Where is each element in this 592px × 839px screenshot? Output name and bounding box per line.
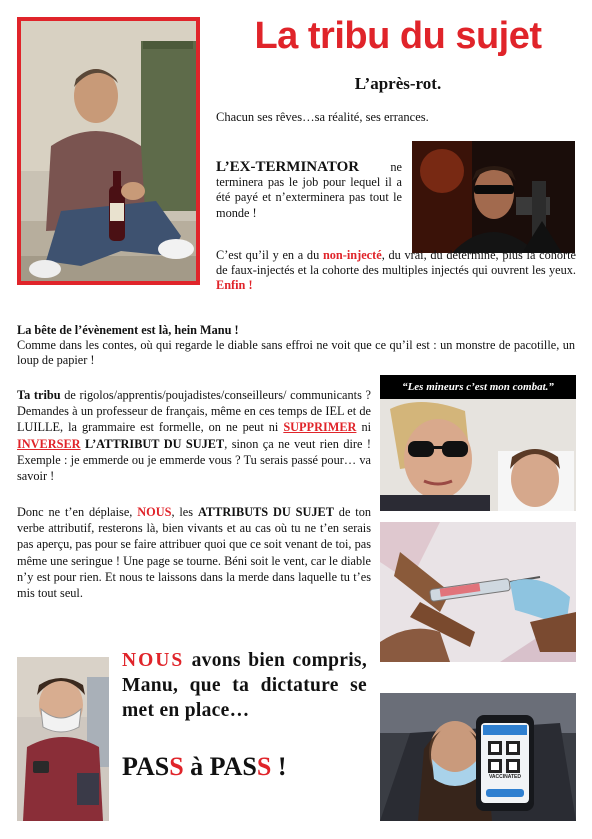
inverser-word: INVERSER	[17, 436, 81, 451]
attribut-du-sujet: L’ATTRIBUT DU SUJET	[80, 436, 225, 451]
drunk-man-photo	[17, 17, 200, 285]
page-title: La tribu du sujet	[254, 15, 542, 57]
donc-text-2: , les	[171, 505, 198, 519]
terminator-paragraph	[216, 160, 402, 221]
quote-banner: “Les mineurs c’est mon combat.”	[402, 381, 554, 393]
page-subtitle: L’après-rot.	[354, 74, 442, 93]
final-slogan	[122, 648, 367, 723]
enfin-text: Enfin !	[216, 278, 253, 293]
noninjected-text-1: C’est qu’il y en a du	[216, 248, 323, 262]
tribu-text-3: , sinon ça ne veut rien dire ! Exemple : je emmerde ou je emmerde vous ? Tu serais passé pour… va savoir !	[17, 436, 372, 484]
tribu-lead: Ta tribu	[17, 388, 61, 402]
masked-child-photo	[17, 657, 109, 821]
terminator-image	[412, 141, 575, 253]
terminator-name: L’EX-TERMINATOR	[216, 159, 360, 175]
masked-woman-phone-photo	[380, 693, 576, 821]
intro-text: Chacun ses rêves…sa réalité, ses errances.	[216, 110, 429, 124]
pass1-a: PAS	[122, 752, 170, 781]
quote-image	[380, 399, 576, 511]
noninjected-highlight: non-injecté	[322, 248, 382, 262]
supprimer-word: SUPPRIMER	[283, 420, 357, 435]
pass-slogan	[122, 752, 367, 782]
slingshot-syringe-image	[380, 522, 576, 662]
donc-text-3: de ton verbe attributif, resterons là, bien vivants et au cas où tu ne t’en serais pas aperçu, pas pour se faire attribuer quoi que ce soit venant de toi, pas même une seringue ! Une page se tourne. Béni soit le vent, car le diable n’y est pour rien. Et nous te laissons dans la merde dans laquelle tu t’es mis tout seul.	[17, 505, 372, 601]
terminator-photo	[412, 141, 575, 253]
beast-paragraph	[17, 323, 575, 369]
donc-attributs: ATTRIBUTS DU SUJET	[197, 505, 334, 519]
donc-nous: NOUS	[137, 505, 172, 519]
pass-mid: à	[183, 752, 210, 781]
tribu-text-2: ni	[356, 420, 372, 435]
pass-end: !	[271, 752, 287, 781]
donc-text-1: Donc ne t’en déplaise,	[17, 505, 138, 519]
beast-heading: La bête de l’évènement est là, hein Manu !	[17, 323, 239, 337]
noninjected-paragraph	[216, 248, 576, 294]
quote-photo	[380, 375, 576, 511]
masked-woman-image	[380, 693, 576, 821]
pass2-a: PAS	[209, 752, 257, 781]
donc-paragraph	[17, 504, 371, 601]
masked-child-image	[17, 657, 109, 821]
pass2-b: S	[256, 752, 272, 781]
slingshot-syringe-photo	[380, 522, 576, 662]
phone-screen-label: VACCINATED	[488, 774, 522, 780]
tribu-paragraph	[17, 387, 371, 484]
terminator-text: ne terminera pas le job pour lequel il a été payé et n’exterminera pas tout le monde !	[216, 160, 402, 220]
final-nous: NOUS	[122, 650, 185, 671]
tribu-text-1: de rigolos/apprentis/poujadistes/conseilleurs/ communicants ? Demandes à un professeur de français, même en ces temps de IEL et de LUILLE, la grammaire est formelle, on ne peut ni	[17, 388, 371, 435]
drunk-man-image	[21, 21, 196, 281]
beast-text: Comme dans les contes, où qui regarde le diable sans effroi ne voit que ce qu’il est : un monstre de pacotille, un loup de papier !	[17, 338, 575, 368]
final-line: avons bien compris, Manu, que ta dictature se met en place…	[122, 650, 367, 721]
noninjected-text-2: , du vrai, du déterminé, plus la cohorte de faux-injectés et la cohorte des multiples injectés qui ouvrent les yeux.	[216, 248, 576, 278]
pass1-b: S	[169, 752, 184, 781]
